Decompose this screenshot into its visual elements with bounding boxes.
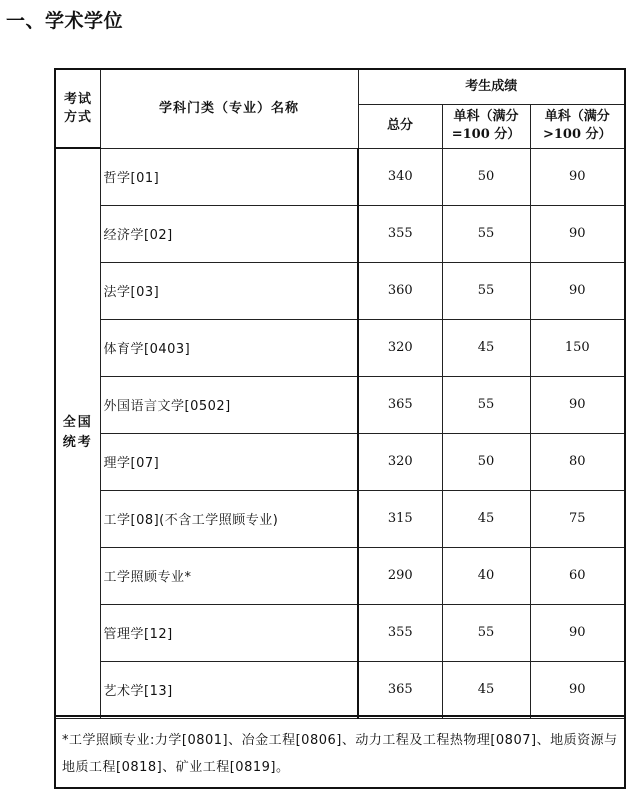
single-100-score-cell: 50 [442, 148, 530, 205]
header-exam-mode: 考试方式 [56, 70, 100, 148]
total-score-cell: 355 [358, 604, 442, 661]
single-100-score-cell: 45 [442, 319, 530, 376]
discipline-cell: 工学照顾专业* [100, 547, 358, 604]
single-over-100-score-cell: 90 [530, 604, 624, 661]
total-score-cell: 355 [358, 205, 442, 262]
header-single-100: 单科（满分=100 分） [442, 104, 530, 148]
table-row [56, 319, 624, 376]
table-row [56, 661, 624, 718]
single-over-100-score-cell: 90 [530, 148, 624, 205]
total-score-cell: 320 [358, 319, 442, 376]
header-discipline: 学科门类（专业）名称 [100, 70, 358, 148]
section-title: 一、学术学位 [6, 10, 124, 32]
total-score-cell: 360 [358, 262, 442, 319]
total-score-cell: 315 [358, 490, 442, 547]
single-100-score-cell: 50 [442, 433, 530, 490]
header-single-over-100: 单科（满分>100 分） [530, 104, 624, 148]
table-row [56, 433, 624, 490]
single-over-100-score-cell: 90 [530, 262, 624, 319]
table-row [56, 490, 624, 547]
single-100-score-cell: 55 [442, 205, 530, 262]
discipline-cell: 经济学[02] [100, 205, 358, 262]
single-over-100-score-cell: 60 [530, 547, 624, 604]
discipline-cell: 艺术学[13] [100, 661, 358, 718]
exam-mode-cell: 全国统考 [56, 148, 100, 718]
header-scores-group: 考生成绩 [358, 70, 624, 104]
table-row [56, 547, 624, 604]
table-row [56, 205, 624, 262]
total-score-cell: 340 [358, 148, 442, 205]
single-100-score-cell: 55 [442, 376, 530, 433]
score-table-frame [54, 68, 626, 789]
single-over-100-score-cell: 90 [530, 376, 624, 433]
header-total: 总分 [358, 104, 442, 148]
discipline-cell: 管理学[12] [100, 604, 358, 661]
single-100-score-cell: 55 [442, 262, 530, 319]
total-score-cell: 365 [358, 376, 442, 433]
discipline-cell: 理学[07] [100, 433, 358, 490]
single-100-score-cell: 45 [442, 661, 530, 718]
table-body [56, 148, 624, 718]
table-row [56, 262, 624, 319]
discipline-cell: 哲学[01] [100, 148, 358, 205]
single-over-100-score-cell: 75 [530, 490, 624, 547]
single-over-100-score-cell: 150 [530, 319, 624, 376]
total-score-cell: 365 [358, 661, 442, 718]
single-over-100-score-cell: 90 [530, 661, 624, 718]
total-score-cell: 290 [358, 547, 442, 604]
single-over-100-score-cell: 80 [530, 433, 624, 490]
table-row [56, 376, 624, 433]
discipline-cell: 体育学[0403] [100, 319, 358, 376]
single-100-score-cell: 55 [442, 604, 530, 661]
table-row [56, 604, 624, 661]
table-row [56, 148, 624, 205]
single-100-score-cell: 40 [442, 547, 530, 604]
score-table [56, 70, 624, 719]
total-score-cell: 320 [358, 433, 442, 490]
footnote: *工学照顾专业:力学[0801]、冶金工程[0806]、动力工程及工程热物理[0807]、地质资源与地质工程[0818]、矿业工程[0819]。 [56, 715, 624, 789]
discipline-cell: 外国语言文学[0502] [100, 376, 358, 433]
discipline-cell: 法学[03] [100, 262, 358, 319]
single-over-100-score-cell: 90 [530, 205, 624, 262]
discipline-cell: 工学[08](不含工学照顾专业) [100, 490, 358, 547]
single-100-score-cell: 45 [442, 490, 530, 547]
